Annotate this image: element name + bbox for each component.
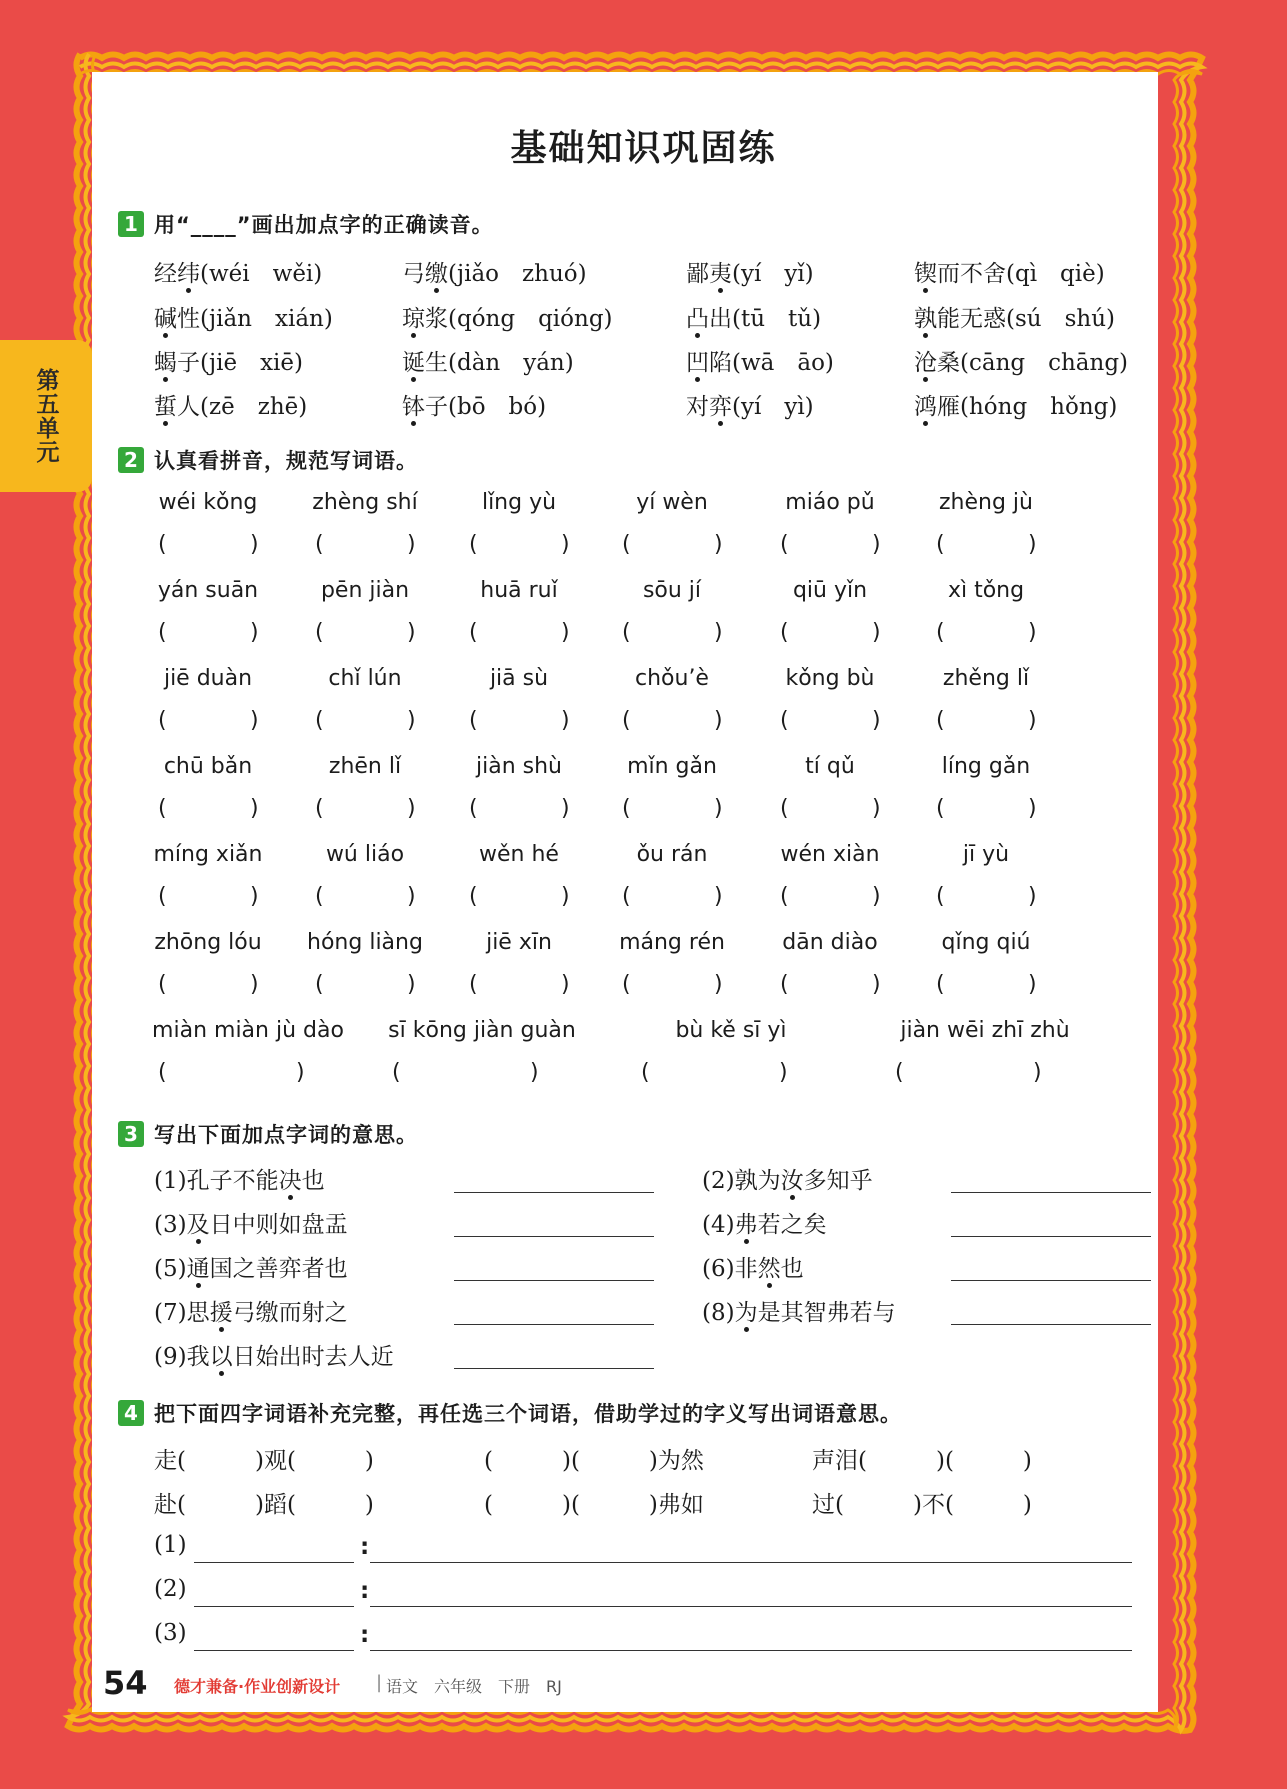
- footer-separator: |: [376, 1672, 383, 1693]
- answer-paren-open: (: [622, 884, 631, 909]
- answer-line: [951, 1236, 1151, 1237]
- emphasis-dot-char: 凹: [686, 350, 709, 376]
- answer-paren-close: ): [407, 532, 416, 557]
- emphasis-dot-char: 孰: [914, 306, 937, 332]
- answer-paren-open: (: [936, 796, 945, 821]
- answer-paren-open: (: [780, 972, 789, 997]
- pinyin-label: ǒu rán: [636, 842, 708, 867]
- footer-brand: 德才兼备·作业创新设计: [174, 1677, 341, 1696]
- idiom-fill-item: 赴( )蹈( ): [154, 1492, 374, 1518]
- pinyin-label: miáo pǔ: [785, 490, 875, 515]
- question-3-header: [118, 1119, 418, 1149]
- pinyin-label: zhōng lóu: [154, 930, 262, 955]
- answer-paren-close: ): [561, 796, 570, 821]
- answer-paren-close: ): [561, 708, 570, 733]
- pinyin-label: huā ruǐ: [480, 578, 558, 603]
- answer-paren-close: ): [714, 708, 723, 733]
- pinyin-label: jiā sù: [489, 666, 549, 691]
- answer-paren-close: ): [407, 972, 416, 997]
- pinyin-idiom-label: bù kě sī yì: [675, 1018, 787, 1043]
- meaning-question-item: (4)弗若之矣: [702, 1212, 827, 1238]
- pinyin-idiom-label: sī kōng jiàn guàn: [388, 1018, 576, 1043]
- pinyin-label: tí qǔ: [805, 754, 855, 779]
- pinyin-label: wěn hé: [479, 842, 559, 867]
- answer-paren-open: (: [622, 532, 631, 557]
- question-4-header: [118, 1398, 902, 1428]
- idiom-answer-line: [194, 1650, 354, 1651]
- answer-line: [454, 1280, 654, 1281]
- answer-line: [951, 1324, 1151, 1325]
- answer-paren-close: ): [1028, 884, 1037, 909]
- pinyin-label: zhēn lǐ: [328, 754, 402, 779]
- pinyin-label: xì tǒng: [947, 578, 1025, 603]
- pinyin-label: zhěng lǐ: [942, 666, 1030, 691]
- pinyin-label: qǐng qiú: [941, 930, 1031, 955]
- emphasis-dot-char: 以: [209, 1344, 233, 1370]
- emphasis-dot-char: 弈: [709, 394, 732, 420]
- pinyin-label: sōu jí: [642, 578, 702, 603]
- answer-paren-open: (: [315, 884, 324, 909]
- reading-choice-item: 诞生(dàn yán): [402, 350, 574, 376]
- emphasis-dot-char: 汝: [780, 1168, 804, 1194]
- pinyin-label: qiū yǐn: [792, 578, 868, 603]
- meaning-answer-line: [370, 1562, 1132, 1563]
- answer-paren-open: (: [469, 708, 478, 733]
- question-instruction: 认真看拼音，规范写词语。: [154, 449, 418, 473]
- answer-paren-open: (: [392, 1060, 401, 1085]
- answer-paren-open: (: [780, 796, 789, 821]
- answer-paren-close: ): [250, 884, 259, 909]
- answer-line: [454, 1192, 654, 1193]
- reading-choice-item: 蜇人(zē zhē): [154, 394, 308, 420]
- answer-paren-close: ): [561, 972, 570, 997]
- meaning-question-item: (2)孰为汝多知乎: [702, 1168, 873, 1194]
- question-number: 1: [118, 211, 144, 237]
- answer-paren-close: ): [872, 532, 881, 557]
- answer-paren-open: (: [780, 884, 789, 909]
- answer-paren-close: ): [1033, 1060, 1042, 1085]
- reading-choice-item: 鄙夷(yí yǐ): [686, 261, 814, 287]
- answer-paren-close: ): [779, 1060, 788, 1085]
- emphasis-dot-char: 蝎: [154, 350, 177, 376]
- answer-paren-open: (: [315, 972, 324, 997]
- pinyin-idiom-label: jiàn wēi zhī zhù: [900, 1018, 1070, 1043]
- answer-paren-close: ): [714, 620, 723, 645]
- answer-paren-open: (: [622, 708, 631, 733]
- pinyin-label: chū bǎn: [163, 754, 253, 779]
- emphasis-dot-char: 夷: [709, 261, 732, 287]
- emphasis-dot-char: 然: [757, 1256, 781, 1282]
- answer-line: [951, 1192, 1151, 1193]
- answer-colon: :: [360, 1534, 370, 1560]
- answer-paren-open: (: [622, 972, 631, 997]
- answer-paren-open: (: [469, 532, 478, 557]
- answer-paren-close: ): [872, 708, 881, 733]
- reading-choice-item: 凹陷(wā āo): [686, 350, 834, 376]
- answer-paren-open: (: [315, 620, 324, 645]
- answer-paren-close: ): [407, 796, 416, 821]
- question-number: 4: [118, 1400, 144, 1426]
- answer-paren-close: ): [561, 532, 570, 557]
- pinyin-label: kǒng bù: [785, 666, 875, 691]
- pinyin-label: yán suān: [157, 578, 259, 603]
- answer-paren-close: ): [872, 972, 881, 997]
- answer-paren-open: (: [315, 796, 324, 821]
- page-number: 54: [103, 1664, 148, 1702]
- idiom-answer-line: [194, 1606, 354, 1607]
- emphasis-dot-char: 援: [209, 1300, 233, 1326]
- meaning-answer-line: [370, 1650, 1132, 1651]
- answer-paren-close: ): [530, 1060, 539, 1085]
- answer-paren-close: ): [714, 884, 723, 909]
- meaning-question-item: (7)思援弓缴而射之: [154, 1300, 348, 1326]
- answer-line: [454, 1236, 654, 1237]
- question-number: 3: [118, 1121, 144, 1147]
- reading-choice-item: 蝎子(jiē xiē): [154, 350, 303, 376]
- pinyin-label: pēn jiàn: [320, 578, 410, 603]
- idiom-answer-line: [194, 1562, 354, 1563]
- pinyin-label: wéi kǒng: [158, 490, 258, 515]
- answer-paren-open: (: [158, 708, 167, 733]
- idiom-fill-item: 走( )观( ): [154, 1448, 374, 1474]
- answer-paren-open: (: [469, 972, 478, 997]
- emphasis-dot-char: 纬: [177, 261, 200, 287]
- meaning-question-item: (5)通国之善弈者也: [154, 1256, 348, 1282]
- answer-paren-open: (: [936, 972, 945, 997]
- idiom-fill-item: ( )( )弗如: [484, 1492, 704, 1518]
- answer-paren-close: ): [1028, 972, 1037, 997]
- pinyin-label: wú liáo: [325, 842, 405, 867]
- answer-paren-close: ): [250, 708, 259, 733]
- answer-paren-close: ): [714, 532, 723, 557]
- emphasis-dot-char: 缴: [425, 261, 448, 287]
- reading-choice-item: 碱性(jiǎn xián): [154, 306, 333, 332]
- emphasis-dot-char: 及: [186, 1212, 210, 1238]
- emphasis-dot-char: 通: [186, 1256, 210, 1282]
- footer-book-info: 语文 六年级 下册 RJ: [386, 1677, 562, 1696]
- answer-number-label: (2): [154, 1576, 187, 1602]
- reading-choice-item: 钵子(bō bó): [402, 394, 547, 420]
- answer-paren-open: (: [780, 708, 789, 733]
- emphasis-dot-char: 凸: [686, 306, 709, 332]
- answer-paren-open: (: [936, 532, 945, 557]
- answer-paren-close: ): [250, 972, 259, 997]
- answer-paren-open: (: [780, 620, 789, 645]
- answer-paren-close: ): [407, 884, 416, 909]
- answer-paren-close: ): [714, 972, 723, 997]
- pinyin-label: míng xiǎn: [153, 842, 263, 867]
- pinyin-label: zhèng jù: [939, 490, 1033, 515]
- emphasis-dot-char: 决: [278, 1168, 302, 1194]
- answer-paren-close: ): [1028, 532, 1037, 557]
- question-instruction: 把下面四字词语补充完整，再任选三个词语，借助学过的字义写出词语意思。: [154, 1402, 902, 1426]
- pinyin-label: wén xiàn: [780, 842, 880, 867]
- answer-line: [951, 1280, 1151, 1281]
- emphasis-dot-char: 鸿: [914, 394, 937, 420]
- reading-choice-item: 沧桑(cāng chāng): [914, 350, 1129, 376]
- answer-colon: :: [360, 1622, 370, 1648]
- answer-paren-close: ): [407, 708, 416, 733]
- meaning-question-item: (8)为是其智弗若与: [702, 1300, 896, 1326]
- answer-paren-open: (: [158, 972, 167, 997]
- pinyin-label: jiē xīn: [486, 930, 552, 955]
- question-2-header: [118, 445, 418, 475]
- answer-paren-close: ): [250, 796, 259, 821]
- emphasis-dot-char: 琼: [402, 306, 425, 332]
- reading-choice-item: 凸出(tū tǔ): [686, 306, 822, 332]
- idiom-fill-item: ( )( )为然: [484, 1448, 704, 1474]
- answer-paren-open: (: [622, 796, 631, 821]
- meaning-question-item: (6)非然也: [702, 1256, 804, 1282]
- reading-choice-item: 经纬(wéi wěi): [154, 261, 323, 287]
- answer-colon: :: [360, 1578, 370, 1604]
- emphasis-dot-char: 锲: [914, 261, 937, 287]
- pinyin-label: máng rén: [619, 930, 725, 955]
- reading-choice-item: 锲而不舍(qì qiè): [914, 261, 1105, 287]
- emphasis-dot-char: 沧: [914, 350, 937, 376]
- answer-paren-open: (: [158, 620, 167, 645]
- meaning-question-item: (9)我以日始出时去人近: [154, 1344, 394, 1370]
- reading-choice-item: 琼浆(qóng qióng): [402, 306, 613, 332]
- pinyin-idiom-label: miàn miàn jù dào: [152, 1018, 344, 1043]
- pinyin-label: líng gǎn: [941, 754, 1031, 779]
- answer-paren-close: ): [1028, 796, 1037, 821]
- answer-line: [454, 1324, 654, 1325]
- answer-paren-close: ): [714, 796, 723, 821]
- pinyin-label: jiàn shù: [476, 754, 562, 779]
- unit-tab: [0, 340, 92, 492]
- emphasis-dot-char: 诞: [402, 350, 425, 376]
- answer-paren-close: ): [296, 1060, 305, 1085]
- answer-paren-close: ): [1028, 620, 1037, 645]
- unit-tab-label: 第五单元: [32, 368, 59, 464]
- answer-paren-open: (: [315, 708, 324, 733]
- reading-choice-item: 孰能无惑(sú shú): [914, 306, 1115, 332]
- answer-paren-open: (: [158, 532, 167, 557]
- answer-paren-close: ): [872, 796, 881, 821]
- answer-number-label: (1): [154, 1532, 187, 1558]
- answer-paren-open: (: [641, 1060, 650, 1085]
- answer-paren-open: (: [936, 620, 945, 645]
- answer-paren-open: (: [469, 884, 478, 909]
- emphasis-dot-char: 为: [734, 1300, 758, 1326]
- answer-paren-open: (: [158, 796, 167, 821]
- reading-choice-item: 对弈(yí yì): [686, 394, 814, 420]
- answer-paren-open: (: [158, 1060, 167, 1085]
- answer-paren-open: (: [158, 884, 167, 909]
- meaning-question-item: (3)及日中则如盘盂: [154, 1212, 348, 1238]
- answer-paren-close: ): [561, 884, 570, 909]
- answer-paren-close: ): [407, 620, 416, 645]
- pinyin-label: jī yù: [962, 842, 1010, 867]
- answer-paren-open: (: [895, 1060, 904, 1085]
- idiom-fill-item: 过( )不( ): [812, 1492, 1032, 1518]
- pinyin-label: mǐn gǎn: [627, 754, 717, 779]
- answer-paren-close: ): [561, 620, 570, 645]
- page-title: 基础知识巩固练: [510, 128, 777, 169]
- answer-paren-open: (: [936, 884, 945, 909]
- pinyin-label: zhèng shí: [312, 490, 418, 515]
- question-number: 2: [118, 447, 144, 473]
- answer-paren-close: ): [872, 620, 881, 645]
- emphasis-dot-char: 蜇: [154, 394, 177, 420]
- pinyin-label: dān diào: [782, 930, 878, 955]
- pinyin-label: lǐng yù: [481, 490, 557, 515]
- answer-paren-open: (: [469, 796, 478, 821]
- pinyin-label: jiē duàn: [163, 666, 253, 691]
- answer-paren-close: ): [250, 532, 259, 557]
- reading-choice-item: 弓缴(jiǎo zhuó): [402, 261, 587, 287]
- answer-paren-close: ): [1028, 708, 1037, 733]
- idiom-fill-item: 声泪( )( ): [812, 1448, 1032, 1474]
- pinyin-label: hóng liàng: [307, 930, 423, 955]
- answer-paren-open: (: [936, 708, 945, 733]
- question-instruction: 用“____”画出加点字的正确读音。: [154, 213, 494, 237]
- emphasis-dot-char: 弗: [734, 1212, 758, 1238]
- emphasis-dot-char: 碱: [154, 306, 177, 332]
- pinyin-label: yí wèn: [636, 490, 708, 515]
- answer-paren-open: (: [315, 532, 324, 557]
- reading-choice-item: 鸿雁(hóng hǒng): [914, 394, 1118, 420]
- answer-number-label: (3): [154, 1620, 187, 1646]
- answer-paren-close: ): [250, 620, 259, 645]
- answer-paren-close: ): [872, 884, 881, 909]
- meaning-answer-line: [370, 1606, 1132, 1607]
- question-1-header: [118, 209, 494, 239]
- emphasis-dot-char: 钵: [402, 394, 425, 420]
- answer-line: [454, 1368, 654, 1369]
- meaning-question-item: (1)孔子不能决也: [154, 1168, 325, 1194]
- answer-paren-open: (: [622, 620, 631, 645]
- answer-paren-open: (: [780, 532, 789, 557]
- pinyin-label: chǒu’è: [635, 666, 709, 691]
- answer-paren-open: (: [469, 620, 478, 645]
- question-instruction: 写出下面加点字词的意思。: [154, 1123, 418, 1147]
- pinyin-label: chǐ lún: [328, 666, 402, 691]
